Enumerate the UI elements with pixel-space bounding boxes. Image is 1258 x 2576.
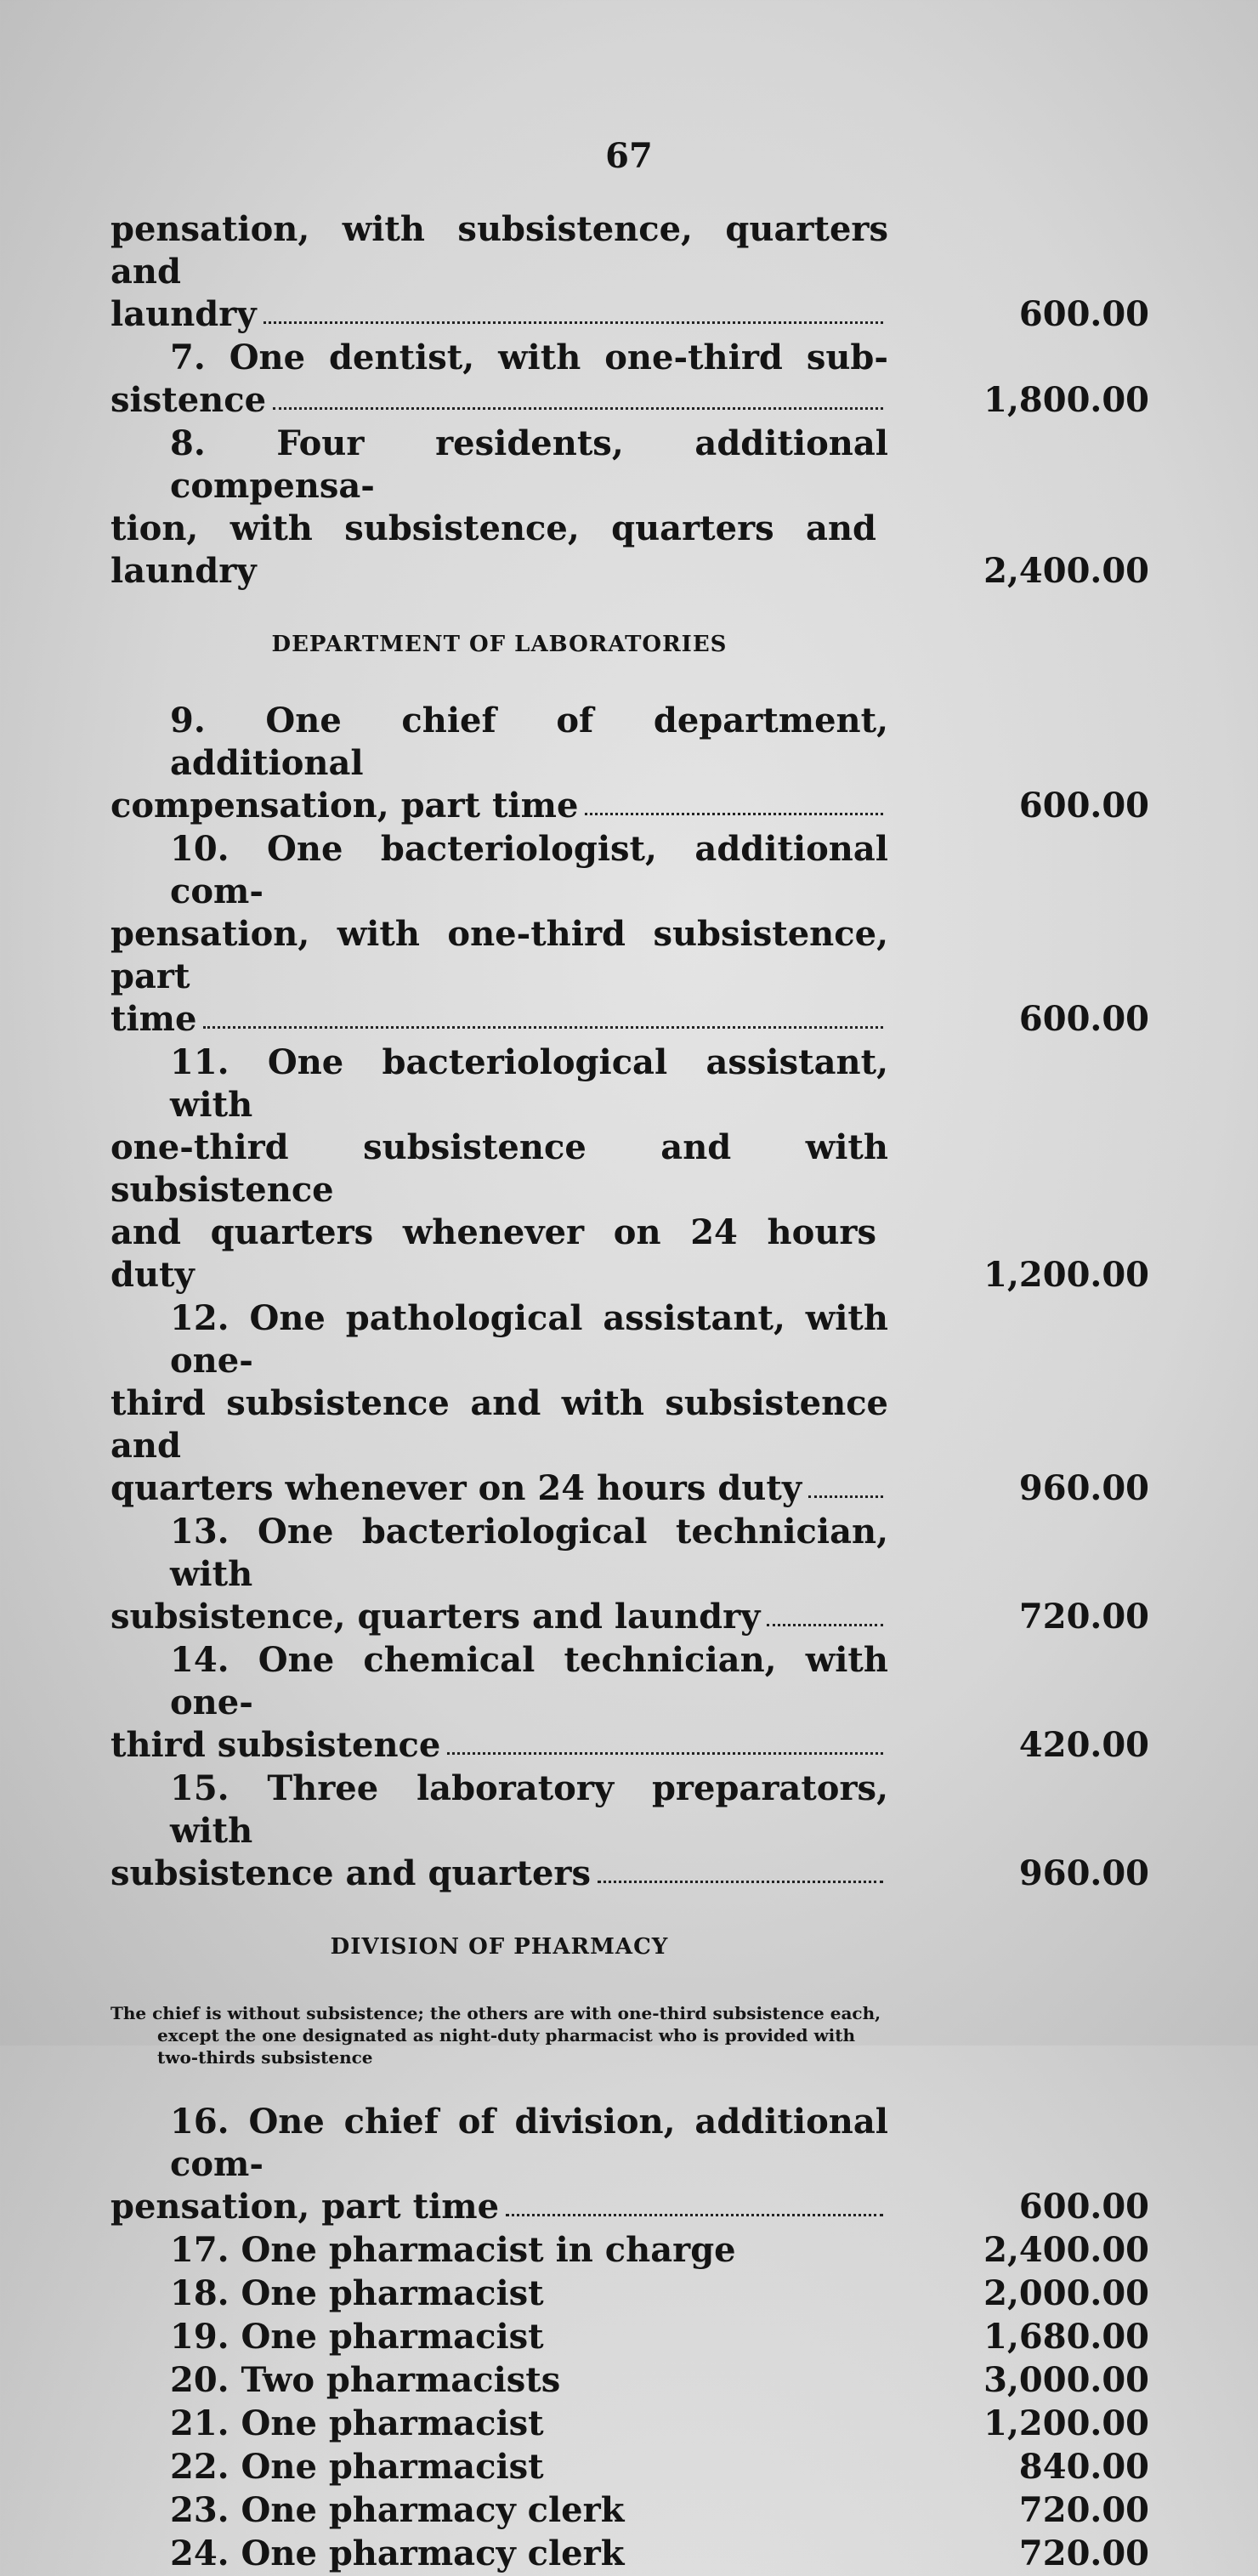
appropriation-entry bbox=[110, 2446, 1149, 2488]
appropriation-entry bbox=[110, 1297, 1149, 1510]
appropriation-entry bbox=[110, 2359, 1149, 2402]
appropriation-entry bbox=[110, 2101, 1149, 2228]
entry-line: 18. One pharmacist bbox=[170, 2273, 544, 2313]
note-line: two-thirds subsistence bbox=[157, 2047, 373, 2068]
entry-line: laundry bbox=[110, 294, 257, 334]
appropriation-entry bbox=[110, 208, 1149, 336]
appropriation-entry bbox=[110, 1511, 1149, 1638]
entry-line: 22. One pharmacist bbox=[170, 2447, 544, 2487]
entry-line: 17. One pharmacist in charge bbox=[170, 2230, 736, 2270]
appropriation-entry bbox=[110, 1767, 1149, 1895]
entry-amount: 420.00 bbox=[1018, 1725, 1149, 1765]
appropriation-entry bbox=[110, 700, 1149, 827]
appropriation-entry bbox=[110, 423, 1149, 593]
entry-line: 14. One chemical technician, with one- bbox=[170, 1640, 888, 1722]
entry-line: quarters whenever on 24 hours duty bbox=[110, 1468, 802, 1508]
entry-line: time bbox=[110, 999, 197, 1039]
entry-amount: 2,400.00 bbox=[983, 551, 1149, 591]
entry-amount: 720.00 bbox=[1018, 2533, 1149, 2573]
entry-line: one-third subsistence and with subsistence bbox=[110, 1127, 888, 1210]
entry-amount: 600.00 bbox=[1018, 786, 1149, 826]
entry-amount: 960.00 bbox=[1018, 1853, 1149, 1893]
entry-line: subsistence and quarters bbox=[110, 1853, 591, 1893]
entry-line: 24. One pharmacy clerk bbox=[170, 2533, 625, 2573]
entry-line: third subsistence and with subsistence and bbox=[110, 1383, 888, 1466]
entry-line: 11. One bacteriological assistant, with bbox=[170, 1042, 888, 1125]
entry-line: sistence bbox=[110, 380, 267, 420]
entry-amount: 2,400.00 bbox=[983, 2230, 1149, 2270]
entry-amount: 1,200.00 bbox=[983, 1255, 1149, 1295]
entry-amount: 600.00 bbox=[1018, 999, 1149, 1039]
entry-line: 16. One chief of division, additional com- bbox=[170, 2102, 888, 2184]
entry-amount: 840.00 bbox=[1018, 2447, 1149, 2487]
entry-amount: 1,200.00 bbox=[983, 2403, 1149, 2443]
entry-line: subsistence, quarters and laundry bbox=[110, 1597, 761, 1637]
entries-top bbox=[110, 208, 1149, 2576]
entry-line: compensation, part time bbox=[110, 786, 579, 826]
entry-line: 12. One pathological assistant, with one- bbox=[170, 1298, 888, 1381]
entry-line: 20. Two pharmacists bbox=[170, 2360, 561, 2400]
entry-line: and quarters whenever on 24 hours duty bbox=[110, 1212, 876, 1295]
entry-line: pensation, with subsistence, quarters and bbox=[110, 209, 888, 292]
entry-line: 19. One pharmacist bbox=[170, 2317, 544, 2357]
note-line: except the one designated as night-duty pharmacist who is provided with bbox=[157, 2025, 856, 2045]
entry-line: 9. One chief of department, additional bbox=[170, 701, 888, 783]
entry-line: 10. One bacteriologist, additional com- bbox=[170, 829, 888, 911]
entry-amount: 720.00 bbox=[1018, 2490, 1149, 2530]
entry-amount: 720.00 bbox=[1018, 1597, 1149, 1637]
appropriation-entry bbox=[110, 2272, 1149, 2315]
entry-line: 13. One bacteriological technician, with bbox=[170, 1512, 888, 1594]
note-line: The chief is without subsistence; the others are with one-third subsistence each, bbox=[110, 2003, 881, 2023]
entry-line: pensation, with one-third subsistence, part bbox=[110, 914, 888, 996]
appropriation-entry bbox=[110, 1041, 1149, 1297]
entry-amount: 600.00 bbox=[1018, 294, 1149, 334]
entry-amount: 600.00 bbox=[1018, 2187, 1149, 2227]
appropriation-entry bbox=[110, 2229, 1149, 2272]
entry-amount: 1,680.00 bbox=[983, 2317, 1149, 2357]
appropriation-entry bbox=[110, 2489, 1149, 2532]
page-number: 67 bbox=[605, 136, 653, 176]
appropriation-entry bbox=[110, 2403, 1149, 2445]
entry-line: pensation, part time bbox=[110, 2187, 500, 2227]
entry-line: 7. One dentist, with one-third sub- bbox=[170, 338, 888, 377]
entry-amount: 2,000.00 bbox=[983, 2273, 1149, 2313]
entry-line: 8. Four residents, additional compensa- bbox=[170, 423, 888, 506]
entry-line: third subsistence bbox=[110, 1725, 441, 1765]
pharmacy-note bbox=[110, 2002, 1149, 2068]
section-heading-pharmacy: DIVISION OF PHARMACY bbox=[330, 1934, 669, 1960]
entry-amount: 960.00 bbox=[1018, 1468, 1149, 1508]
entry-amount: 1,800.00 bbox=[983, 380, 1149, 420]
entry-line: 15. Three laboratory preparators, with bbox=[170, 1768, 888, 1851]
entry-line: 21. One pharmacist bbox=[170, 2403, 544, 2443]
appropriation-entry bbox=[110, 2533, 1149, 2575]
appropriation-entry bbox=[110, 828, 1149, 1041]
section-heading-laboratories: DEPARTMENT OF LABORATORIES bbox=[271, 632, 728, 657]
appropriation-entry bbox=[110, 1639, 1149, 1767]
appropriation-entry bbox=[110, 2316, 1149, 2358]
appropriation-entry bbox=[110, 337, 1149, 422]
entry-amount: 3,000.00 bbox=[983, 2360, 1149, 2400]
entry-line: tion, with subsistence, quarters and laundry bbox=[110, 508, 876, 591]
entry-line: 23. One pharmacy clerk bbox=[170, 2490, 625, 2530]
